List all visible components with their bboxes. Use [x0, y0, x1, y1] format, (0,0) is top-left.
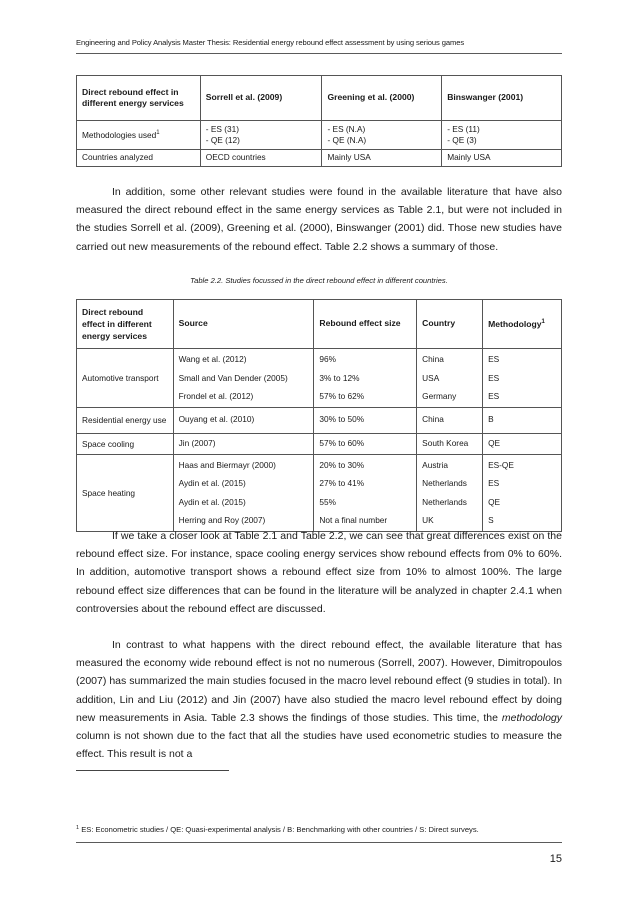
footnote-rule — [76, 770, 229, 771]
header-rule — [76, 53, 562, 54]
footer-rule — [76, 842, 562, 843]
table-header-cell: Source — [173, 300, 314, 349]
paragraph: In contrast to what happens with the direct rebound effect, the available literature that has measured the economy wide rebound effect is not no numerous (Sorrell, 2007). However, Dimitropoulos (2007) has summarized the main studies focused in the macro level rebound effect (9 studies in total). In addition, Lin and Liu (2012) and Jin (2007) have also studied the macro level rebound effect by doing new measurements in Asia. Table 2.3 shows the findings of those studies. This time, the methodology column is not shown due to the fact that all the studies have used econometric studies to measure the effect. This result is not a — [76, 639, 562, 761]
table-row — [77, 407, 562, 433]
table-cell: Haas and Biermayr (2000) Aydin et al. (2015) Aydin et al. (2015) Herring and Roy (2007) — [173, 454, 314, 531]
table-header-row — [77, 76, 562, 121]
row-label: Space cooling — [77, 433, 174, 454]
paragraph: If we take a closer look at Table 2.1 and Table 2.2, we can see that great differences exist on the rebound effect size. For instance, space cooling energy services show rebound effects from 0% to 60%. In addition, automotive transport shows a rebound effect size from 10% to almost 100%. The large rebound effect size differences that can be found in the literature will be analyzed in chapter 2.4.1 when controversies about the rebound effect are discussed. — [76, 530, 562, 615]
table-header-cell: Country — [417, 300, 483, 349]
row-label: Residential energy use — [77, 407, 174, 433]
table-row — [77, 349, 562, 408]
footnote-marker: 1 — [156, 130, 160, 137]
table-cell: ES ES ES — [483, 349, 562, 408]
table-cell: 30% to 50% — [314, 407, 417, 433]
table-header-cell: Direct rebound effect in different energy services — [77, 76, 201, 121]
footnote-marker: 1 — [76, 825, 80, 831]
table-cell: ES-QE ES QE S — [483, 454, 562, 531]
table-cell: China — [417, 407, 483, 433]
table-cell: Jin (2007) — [173, 433, 314, 454]
table-row — [77, 121, 562, 150]
table-cell: - ES (11) - QE (3) — [442, 121, 562, 150]
table-cell: 20% to 30% 27% to 41% 55% Not a final number — [314, 454, 417, 531]
emphasis: methodology — [501, 711, 562, 724]
table-cell: QE — [483, 433, 562, 454]
table-cell: Mainly USA — [322, 150, 442, 167]
table-cell: China USA Germany — [417, 349, 483, 408]
table-header-cell: Methodology$^1$ — [483, 300, 562, 349]
table-caption: Table 2.2. Studies focussed in the direct rebound effect in different countries. — [190, 276, 448, 285]
table-header-row — [77, 300, 562, 349]
table-cell: 57% to 60% — [314, 433, 417, 454]
table-row — [77, 433, 562, 454]
row-label: Automotive transport — [77, 349, 174, 408]
table-row — [77, 454, 562, 531]
footnote-marker: 1 — [541, 319, 545, 326]
table-cell: OECD countries — [200, 150, 322, 167]
running-header: Engineering and Policy Analysis Master Thesis: Residential energy rebound effect assessment by using serious games — [76, 38, 465, 47]
table-header-cell: Rebound effect size — [314, 300, 417, 349]
table-cell: 96% 3% to 12% 57% to 62% — [314, 349, 417, 408]
table-cell: South Korea — [417, 433, 483, 454]
table-2-1 — [76, 75, 562, 167]
paragraph: In addition, some other relevant studies were found in the available literature that have also measured the direct rebound effect in the same energy services as Table 2.1, but were not included in the studies Sorrell et al. (2009), Greening et al. (2000), Binswanger (2001) did. Those new studies have carried out new measurements of the rebound effect. Table 2.2 shows a summary of those. — [76, 186, 562, 253]
table-cell: Wang et al. (2012) Small and Van Dender (2005) Frondel et al. (2012) — [173, 349, 314, 408]
page-number: 15 — [549, 853, 562, 865]
table-cell: - ES (N.A) - QE (N.A) — [322, 121, 442, 150]
table-header-cell: Binswanger (2001) — [442, 76, 562, 121]
table-2-2 — [76, 299, 562, 532]
row-label: Space heating — [77, 454, 174, 531]
table-row — [77, 150, 562, 167]
row-label: Methodologies used$^1$ — [77, 121, 201, 150]
table-cell: Mainly USA — [442, 150, 562, 167]
table-cell: Ouyang et al. (2010) — [173, 407, 314, 433]
row-label: Countries analyzed — [77, 150, 201, 167]
table-cell: - ES (31) - QE (12) — [200, 121, 322, 150]
table-header-cell: Direct rebound effect in different energy services — [77, 300, 174, 349]
table-header-cell: Greening et al. (2000) — [322, 76, 442, 121]
table-header-cell: Sorrell et al. (2009) — [200, 76, 322, 121]
footnote: $^1$ ES: Econometric studies / QE: Quasi-experimental analysis / B: Benchmarking with other countries / S: Direct surveys. — [76, 825, 479, 834]
table-cell: Austria Netherlands Netherlands UK — [417, 454, 483, 531]
table-cell: B — [483, 407, 562, 433]
